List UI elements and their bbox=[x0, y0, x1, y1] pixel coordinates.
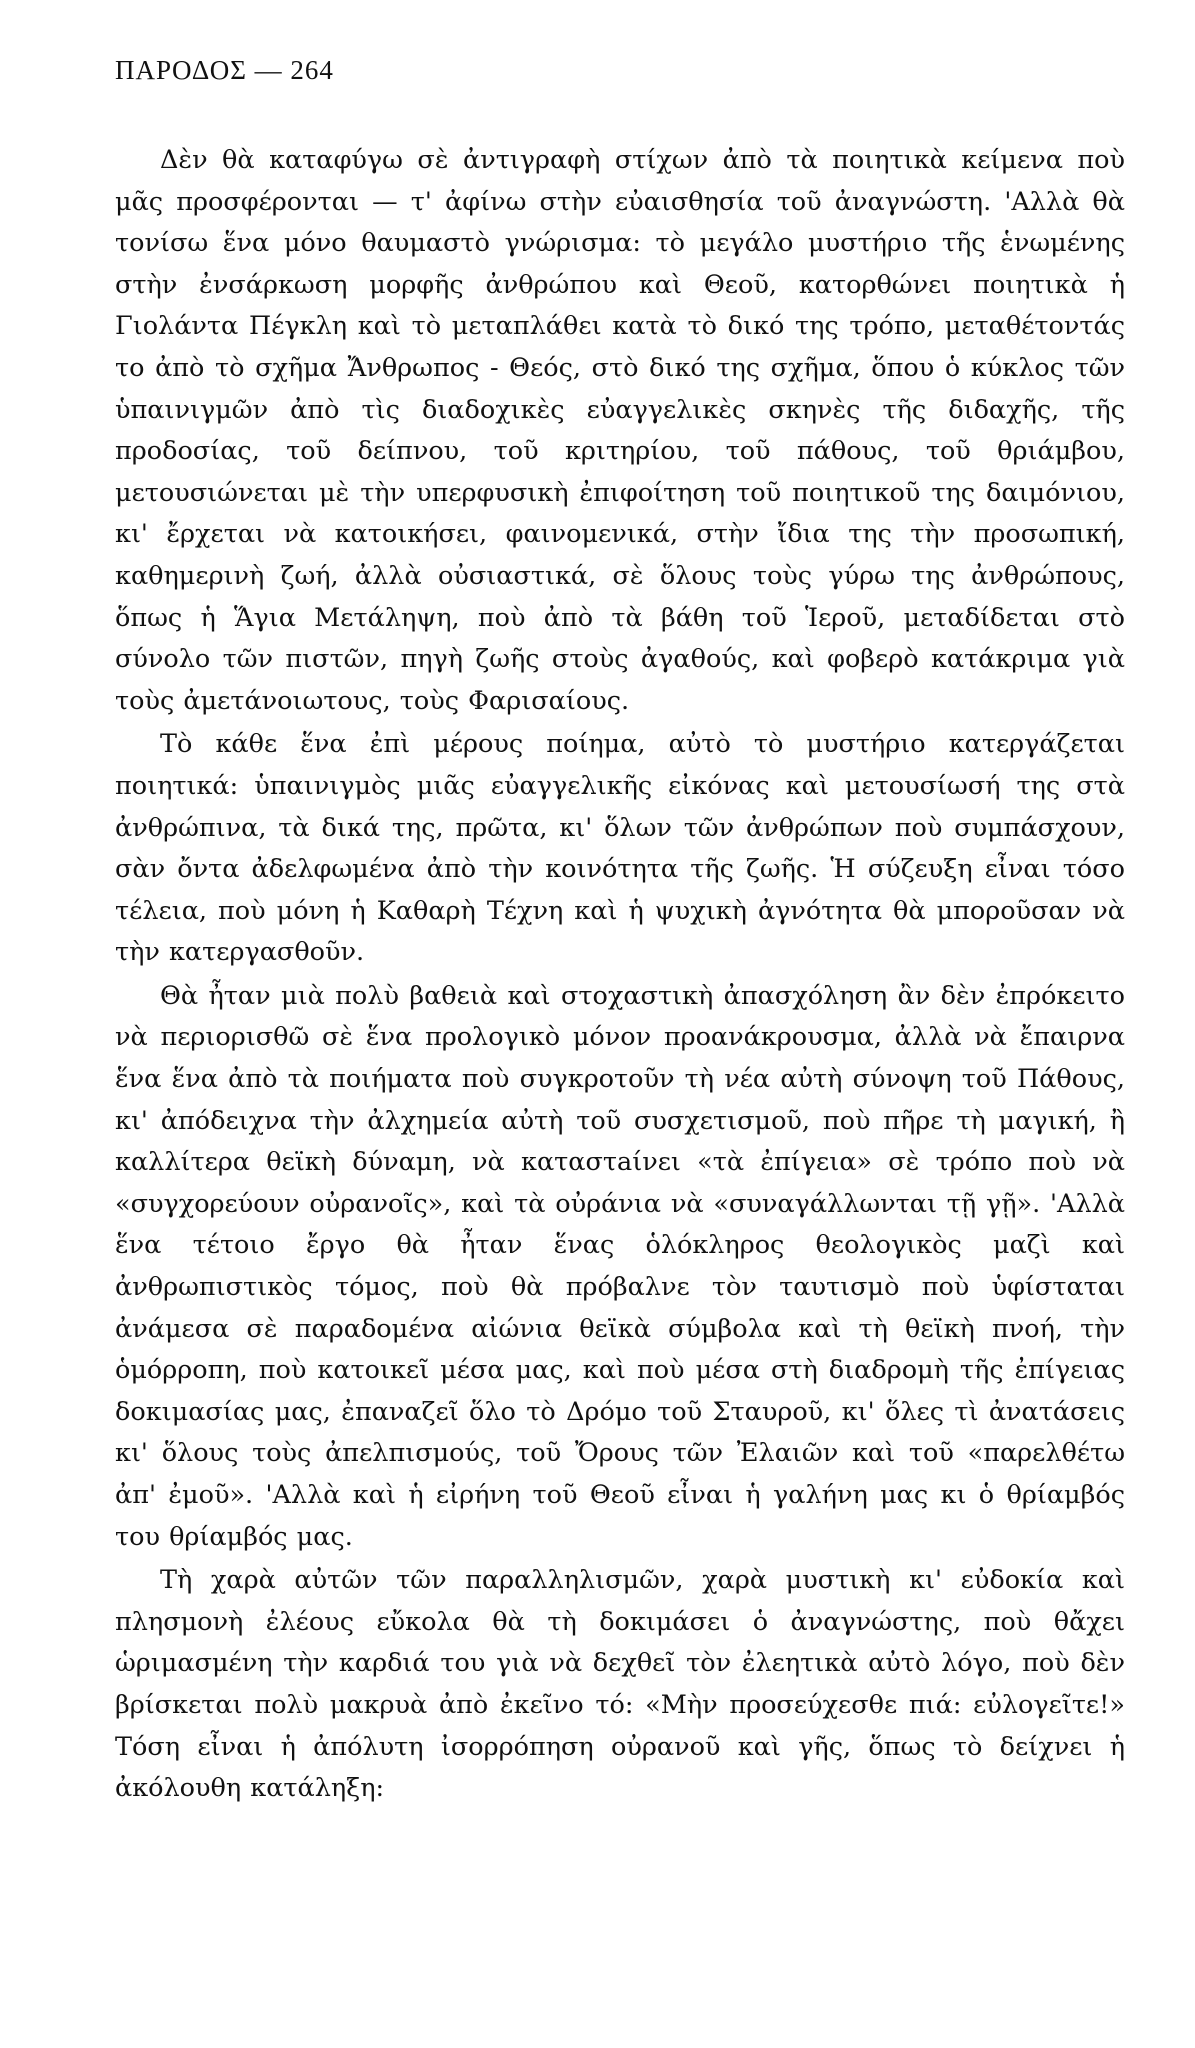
paragraph: Τὴ χαρὰ αὐτῶν τῶν παραλληλισμῶν, χαρὰ μυστικὴ κι' εὐδοκία καὶ πλησμονὴ ἐλέους εὔκολα θὰ τὴ δοκιμάσει ὁ ἀναγνώστης, ποὺ θἄχει ὡριμασμένη τὴν καρδιά του γιὰ νὰ δεχθεῖ τὸν ἐλεητικὰ αὐτὸ λόγο, ποὺ δὲν βρίσκεται πολὺ μακρυὰ ἀπὸ ἐκεῖνο τό: «Μὴν προσεύχεσθε πιά: εὐλογεῖτε!» Τόση εἶναι ἡ ἀπόλυτη ἰσορρόπηση οὐρανοῦ καὶ γῆς, ὅπως τὸ δείχνει ἡ ἀκόλουθη κατάληξη: bbox=[115, 1565, 1125, 1804]
body-text bbox=[115, 140, 1125, 1810]
paragraph: Δὲν θὰ καταφύγω σὲ ἀντιγραφὴ στίχων ἀπὸ τὰ ποιητικὰ κείμενα ποὺ μᾶς προσφέρονται — τ' ἀφίνω στὴν εὐαισθησία τοῦ ἀναγνώστη. 'Αλλὰ θὰ τονίσω ἕνα μόνο θαυμαστὸ γνώρισμα: τὸ μεγάλο μυστήριο τῆς ἑνωμένης στὴν ἐνσάρκωση μορφῆς ἀνθρώπου καὶ Θεοῦ, κατορθώνει ποιητικὰ ἡ Γιολάντα Πέγκλη καὶ τὸ μεταπλάθει κατὰ τὸ δικό της τρόπο, μεταθέτοντάς το ἀπὸ τὸ σχῆμα Ἄνθρωπος - Θεός, στὸ δικό της σχῆμα, ὅπου ὁ κύκλος τῶν ὑπαινιγμῶν ἀπὸ τὶς διαδοχικὲς εὐαγγελικὲς σκηνὲς τῆς διδαχῆς, τῆς προδοσίας, τοῦ δείπνου, τοῦ κριτηρίου, τοῦ πάθους, τοῦ θριάμβου, μετουσιώνεται μὲ τὴν υπερφυσικὴ ἐπιφοίτηση τοῦ ποιητικοῦ της δαιμόνιου, κι' ἔρχεται νὰ κατοικήσει, φαινομενικά, στὴν ἴδια της τὴν προσωπική, καθημερινὴ ζωή, ἀλλὰ οὐσιαστικά, σὲ ὅλους τοὺς γύρω της ἀνθρώπους, ὅπως ἡ Ἅγια Μετάληψη, ποὺ ἀπὸ τὰ βάθη τοῦ Ἱεροῦ, μεταδίδεται στὸ σύνολο τῶν πιστῶν, πηγὴ ζωῆς στοὺς ἀγαθούς, καὶ φοβερὸ κατάκριμα γιὰ τοὺς ἀμετάνοιωτους, τοὺς Φαρισαίους. bbox=[115, 145, 1125, 716]
paragraph: Θὰ ἦταν μιὰ πολὺ βαθειὰ καὶ στοχαστικὴ ἀπασχόληση ἂν δὲν ἐπρόκειτο νὰ περιορισθῶ σὲ ἕνα προλογικὸ μόνον προανάκρουσμα, ἀλλὰ νὰ ἔπαιρνα ἕνα ἕνα ἀπὸ τὰ ποιήματα ποὺ συγκροτοῦν τὴ νέα αὐτὴ σύνοψη τοῦ Πάθους, κι' ἀπόδειχνα τὴν ἀλχημεία αὐτὴ τοῦ συσχετισμοῦ, ποὺ πῆρε τὴ μαγική, ἢ καλλίτερα θεϊκὴ δύναμη, νὰ καταστaίνει «τὰ ἐπίγεια» σὲ τρόπο ποὺ νὰ «συγχορεύουν οὐρανοῖς», καὶ τὰ οὐράνια νὰ «συναγάλλωνται τῇ γῇ». 'Αλλὰ ἕνα τέτοιο ἔργο θὰ ἦταν ἕνας ὁλόκληρος θεολογικὸς μαζὶ καὶ ἀνθρωπιστικὸς τόμος, ποὺ θὰ πρόβαλνε τὸν ταυτισμὸ ποὺ ὑφίσταται ἀνάμεσα σὲ παραδομένα αἰώνια θεϊκὰ σύμβολα καὶ τὴ θεϊκὴ πνοή, τὴν ὁμόρροπη, ποὺ κατοικεῖ μέσα μας, καὶ ποὺ μέσα στὴ διαδρομὴ τῆς ἐπίγειας δοκιμασίας μας, ἐπαναζεῖ ὅλο τὸ Δρόμο τοῦ Σταυροῦ, κι' ὅλες τὶ ἀνατάσεις κι' ὅλους τοὺς ἀπελπισμούς, τοῦ Ὄρους τῶν Ἐλαιῶν καὶ τοῦ «παρελθέτω ἀπ' ἐμοῦ». 'Αλλὰ καὶ ἡ εἰρήνη τοῦ Θεοῦ εἶναι ἡ γαλήνη μας κι ὁ θρίαμβός του θρίαμβός μας. bbox=[115, 980, 1125, 1552]
paragraph: Τὸ κάθε ἕνα ἐπὶ μέρους ποίημα, αὐτὸ τὸ μυστήριο κατεργάζεται ποιητικά: ὑπαινιγμὸς μιᾶς εὐαγγελικῆς εἰκόνας καὶ μετουσίωσή της στὰ ἀνθρώπινα, τὰ δικά της, πρῶτα, κι' ὅλων τῶν ἀνθρώπων ποὺ συμπάσχουν, σὰν ὄντα ἀδελφωμένα ἀπὸ τὴν κοινότητα τῆς ζωῆς. Ἡ σύζευξη εἶναι τόσο τέλεια, ποὺ μόνη ἡ Καθαρὴ Τέχνη καὶ ἡ ψυχικὴ ἀγνότητα θὰ μποροῦσαν νὰ τὴν κατεργασθοῦν. bbox=[115, 729, 1125, 968]
running-head: ΠΑΡΟΔΟΣ — 264 bbox=[115, 55, 334, 85]
